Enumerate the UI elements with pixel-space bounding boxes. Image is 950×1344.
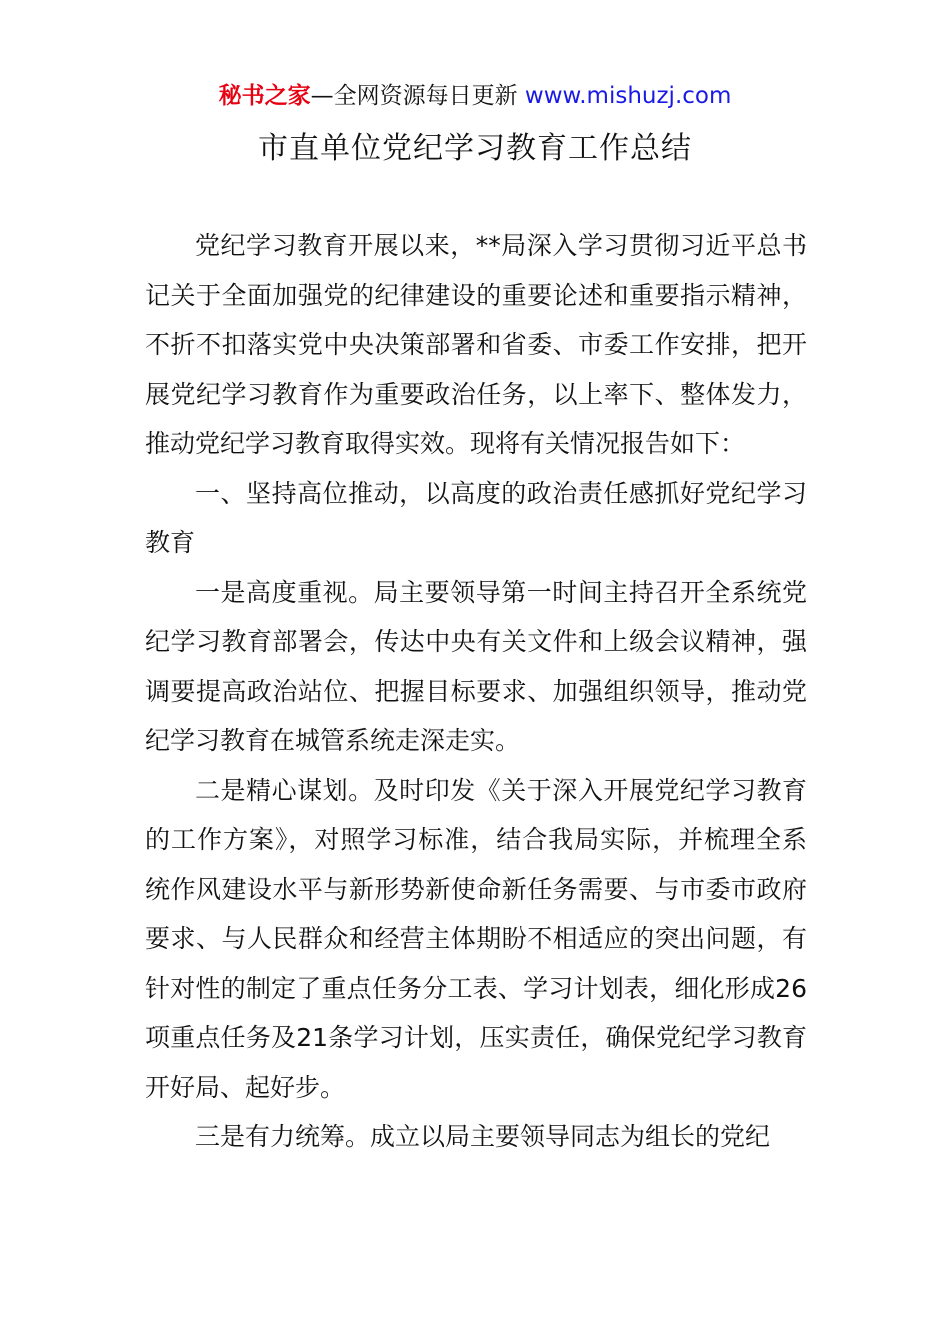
paragraph-intro: 党纪学习教育开展以来，**局深入学习贯彻习近平总书记关于全面加强党的纪律建设的重要论述和重要指示精神，不折不扣落实党中央决策部署和省委、市委工作安排，把开展党纪学习教育作为重要政治任务，以上率下、整体发力，推动党纪学习教育取得实效。现将有关情况报告如下：: [145, 231, 807, 458]
paragraph-point-2: 二是精心谋划。及时印发《关于深入开展党纪学习教育的工作方案》，对照学习标准，结合我局实际，并梳理全系统作风建设水平与新形势新使命新任务需要、与市委市政府要求、与人民群众和经营主体期盼不相适应的突出问题，有针对性的制定了重点任务分工表、学习计划表，细化形成26项重点任务及21条学习计划，压实责任，确保党纪学习教育开好局、起好步。: [145, 775, 807, 1102]
document-body: [145, 221, 807, 1162]
document-title: 市直单位党纪学习教育工作总结: [258, 131, 692, 166]
site-slogan: —全网资源每日更新: [310, 83, 518, 109]
brand-name: 秘书之家: [218, 83, 311, 109]
section-heading-1: 一、坚持高位推动，以高度的政治责任感抓好党纪学习教育: [145, 478, 807, 557]
paragraph-point-3: 三是有力统筹。成立以局主要领导同志为组长的党纪: [195, 1122, 771, 1151]
paragraph-point-1: 一是高度重视。局主要领导第一时间主持召开全系统党纪学习教育部署会，传达中央有关文件和上级会议精神，强调要提高政治站位、把握目标要求、加强组织领导，推动党纪学习教育在城管系统走深走实。: [145, 577, 807, 755]
site-header: [0, 80, 950, 112]
site-url-link[interactable]: www.mishuzj.com: [524, 83, 732, 109]
